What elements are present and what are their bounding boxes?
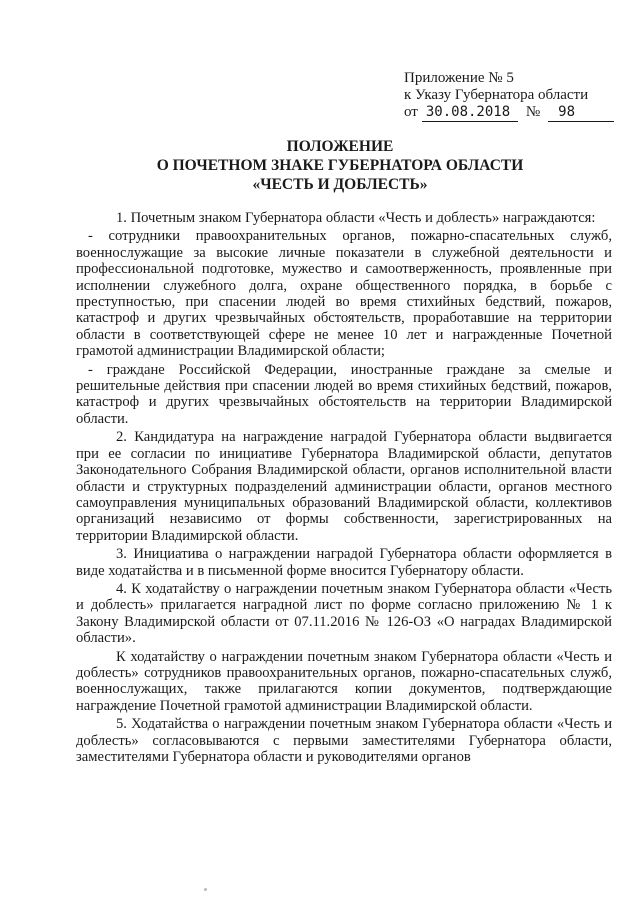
paragraph-5: 5. Ходатайства о награждении почетным знаком Губернатора области «Честь и доблесть» согласовываются с первыми заместителями Губернатора области, заместителями Губернатора области и руководителями органов xyxy=(76,716,612,765)
paragraph-1: 1. Почетным знаком Губернатора области «Честь и доблесть» награждаются: xyxy=(116,210,596,226)
document-body xyxy=(76,210,612,767)
date-prefix: от xyxy=(404,104,418,120)
number-label: № xyxy=(525,104,541,120)
paragraph-4: 4. К ходатайству о награждении почетным знаком Губернатора области «Честь и доблесть» прилагается наградной лист по форме согласно приложению № 1 к Закону Владимирской области от 07.11.2016 № 126-ОЗ «О наградах Владимирской области». xyxy=(76,580,612,647)
scan-speck xyxy=(204,888,207,891)
appendix-line-2: к Указу Губернатора области xyxy=(404,87,589,103)
title-line-2: О ПОЧЕТНОМ ЗНАКЕ ГУБЕРНАТОРА ОБЛАСТИ xyxy=(156,157,524,174)
paragraph-4-cont: К ходатайству о награждении почетным знаком Губернатора области «Честь и доблесть» сотрудников правоохранительных органов, пожарно-спасательных служб, военнослужащих, также прилагаются копии документов, подтверждающие награждение Почетной грамотой администрации Владимирской области. xyxy=(76,648,612,714)
document-title xyxy=(0,137,640,194)
paragraph-3: 3. Инициатива о награждении наградой Губернатора области оформляется в виде ходатайства и в письменной форме вносится Губернатору области. xyxy=(76,546,612,579)
title-line-3: «ЧЕСТЬ И ДОБЛЕСТЬ» xyxy=(252,176,428,193)
paragraph-bullet-2: - граждане Российской Федерации, иностранные граждане за смелые и решительные действия при спасении людей во время стихийных бедствий, пожаров, катастроф и других чрезвычайных обстоятельств на территории Владимирской области. xyxy=(76,361,612,427)
appendix-header xyxy=(404,70,624,122)
title-line-1: ПОЛОЖЕНИЕ xyxy=(286,138,394,155)
paragraph-bullet-1: - сотрудники правоохранительных органов, пожарно-спасательных служб, военнослужащие за высокие личные показатели в служебной деятельности и профессиональной подготовке, мужество и самоотверженность, проявленные при исполнении служебного долга, охране общественного порядка, в борьбе с преступностью, при спасении людей во время стихийных бедствий, пожаров, катастроф и других чрезвычайных обстоятельств, проработавшие на территории области в соответствующей сфере не менее 10 лет и награжденные Почетной грамотой администрации Владимирской области; xyxy=(76,228,612,360)
appendix-line-1: Приложение № 5 xyxy=(404,70,514,86)
decree-number: 98 xyxy=(548,104,614,122)
paragraph-2: 2. Кандидатура на награждение наградой Губернатора области выдвигается при ее согласии по инициативе Губернатора Владимирской области, депутатов Законодательного Собрания Владимирской области, органов исполнительной власти области и структурных подразделений администрации области, органов местного самоуправления муниципальных образований Владимирской области, коллективов организаций независимо от формы собственности, зарегистрированных на территории Владимирской области. xyxy=(76,429,612,544)
decree-date-number xyxy=(404,104,624,122)
decree-date: 30.08.2018 xyxy=(422,104,518,122)
